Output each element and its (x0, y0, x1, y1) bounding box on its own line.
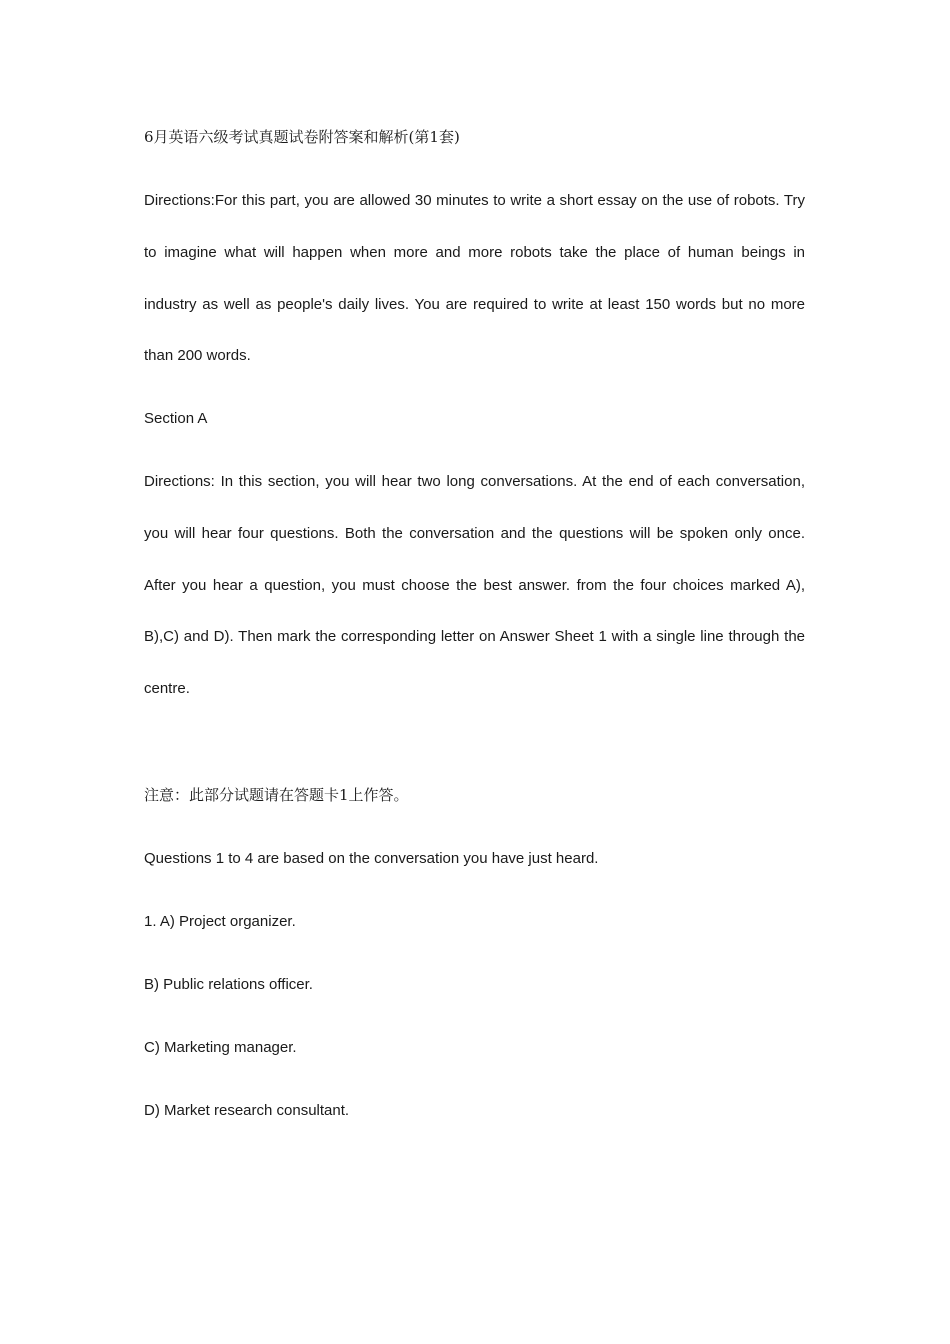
question-1-option-b: B) Public relations officer. (144, 976, 313, 993)
question-1-option-c: C) Marketing manager. (144, 1039, 297, 1056)
question-1-option-a: 1. A) Project organizer. (144, 913, 296, 930)
writing-directions: Directions:For this part, you are allowed 30 minutes to write a short essay on the use of robots. Try to imagine what will happen when more and more robots take the place of human beings in industry as well as people's daily lives. You are required to write at least 150 words but no more than 200 words. (144, 192, 805, 365)
section-heading: Section A (144, 410, 208, 427)
questions-intro: Questions 1 to 4 are based on the conversation you have just heard. (144, 850, 599, 867)
section-directions: Directions: In this section, you will hear two long conversations. At the end of each conversation, you will hear four questions. Both the conversation and the questions will be spoken only once. After you hear a question, you must choose the best answer. from the four choices marked A), B),C) and D). Then mark the corresponding letter on Answer Sheet 1 with a single line through the centre. (144, 473, 805, 698)
question-1-option-d: D) Market research consultant. (144, 1102, 350, 1119)
answer-sheet-note: 注意：此部分试题请在答题卡1上作答。 (144, 786, 409, 804)
document-title: 6月英语六级考试真题试卷附答案和解析(第1套) (144, 128, 460, 146)
